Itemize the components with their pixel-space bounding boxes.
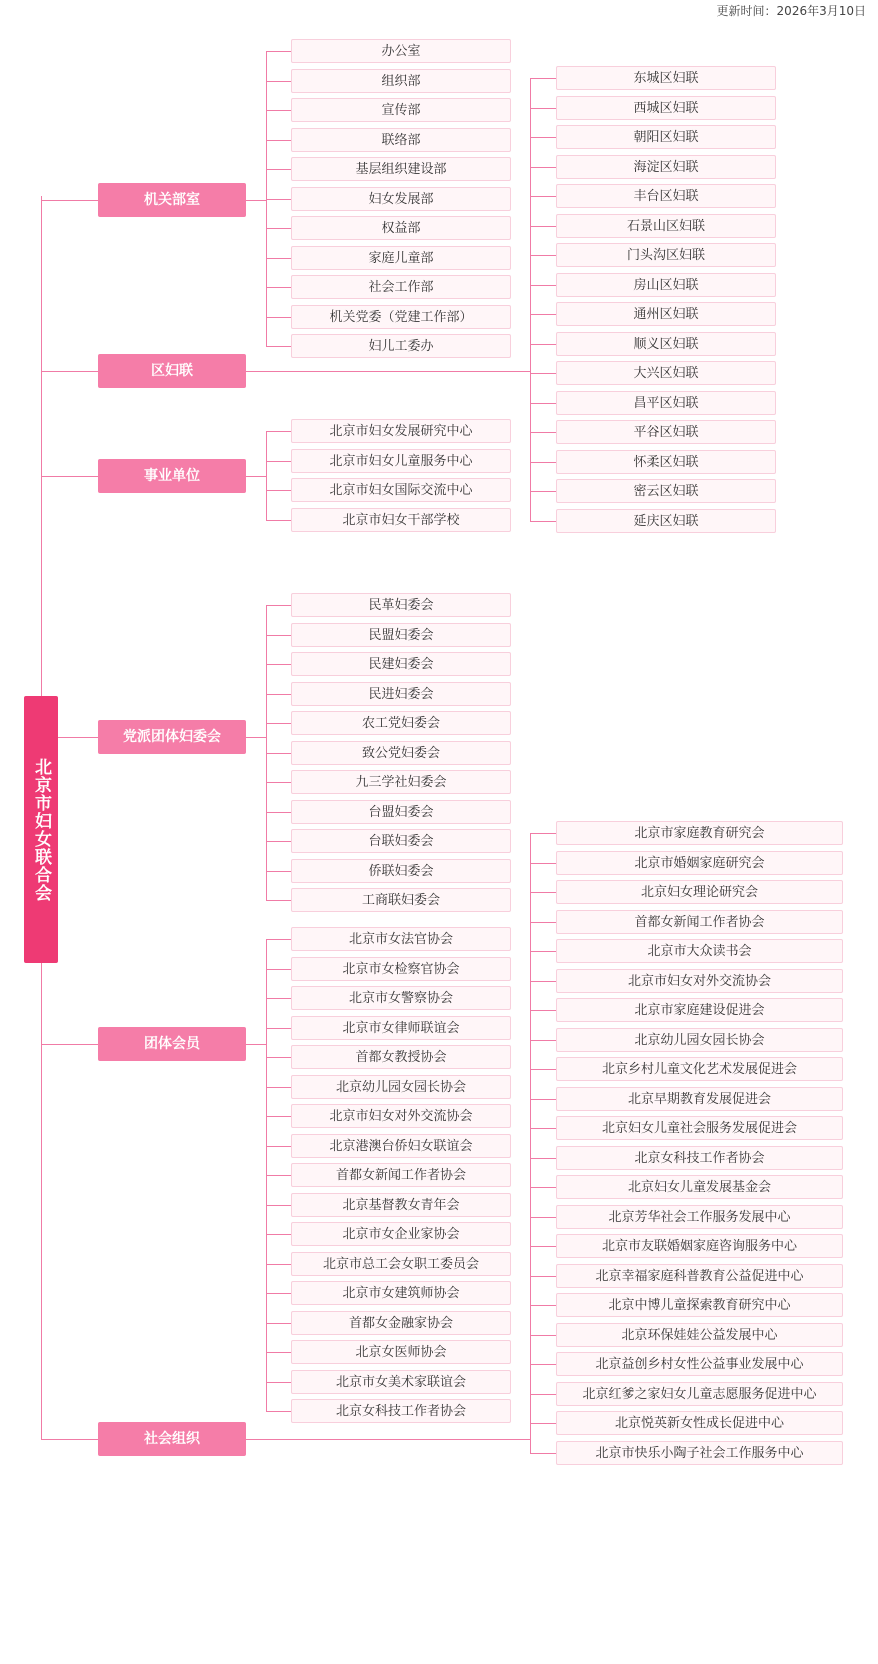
dangpai-item[interactable]: 工商联妇委会: [291, 888, 511, 912]
qufulian-item[interactable]: 房山区妇联: [556, 273, 776, 297]
qufulian-item[interactable]: 怀柔区妇联: [556, 450, 776, 474]
dangpai-item[interactable]: 台联妇委会: [291, 829, 511, 853]
tuanti-item[interactable]: 首都女教授协会: [291, 1045, 511, 1069]
jiguan-item[interactable]: 社会工作部: [291, 275, 511, 299]
qufulian-item[interactable]: 平谷区妇联: [556, 420, 776, 444]
category-shehui[interactable]: 社会组织: [98, 1422, 246, 1456]
shehui-item[interactable]: 北京市妇女对外交流协会: [556, 969, 843, 993]
dangpai-item[interactable]: 民革妇委会: [291, 593, 511, 617]
dangpai-item[interactable]: 九三学社妇委会: [291, 770, 511, 794]
shehui-item[interactable]: 北京红爹之家妇女儿童志愿服务促进中心: [556, 1382, 843, 1406]
jiguan-item[interactable]: 权益部: [291, 216, 511, 240]
shiye-item[interactable]: 北京市妇女发展研究中心: [291, 419, 511, 443]
shehui-item[interactable]: 北京中博儿童探索教育研究中心: [556, 1293, 843, 1317]
shehui-item[interactable]: 北京市友联婚姻家庭咨询服务中心: [556, 1234, 843, 1258]
dangpai-item[interactable]: 民盟妇委会: [291, 623, 511, 647]
jiguan-item[interactable]: 妇女发展部: [291, 187, 511, 211]
tuanti-item[interactable]: 首都女金融家协会: [291, 1311, 511, 1335]
qufulian-item[interactable]: 大兴区妇联: [556, 361, 776, 385]
category-qufulian[interactable]: 区妇联: [98, 354, 246, 388]
shiye-item[interactable]: 北京市妇女干部学校: [291, 508, 511, 532]
dangpai-item[interactable]: 农工党妇委会: [291, 711, 511, 735]
tuanti-item[interactable]: 北京市女建筑师协会: [291, 1281, 511, 1305]
tuanti-item[interactable]: 北京市女法官协会: [291, 927, 511, 951]
dangpai-item[interactable]: 侨联妇委会: [291, 859, 511, 883]
qufulian-item[interactable]: 东城区妇联: [556, 66, 776, 90]
jiguan-item[interactable]: 家庭儿童部: [291, 246, 511, 270]
shehui-item[interactable]: 北京市婚姻家庭研究会: [556, 851, 843, 875]
jiguan-item[interactable]: 办公室: [291, 39, 511, 63]
shiye-item[interactable]: 北京市妇女国际交流中心: [291, 478, 511, 502]
dangpai-item[interactable]: 民建妇委会: [291, 652, 511, 676]
jiguan-item[interactable]: 机关党委（党建工作部）: [291, 305, 511, 329]
qufulian-item[interactable]: 朝阳区妇联: [556, 125, 776, 149]
category-jiguan[interactable]: 机关部室: [98, 183, 246, 217]
shehui-item[interactable]: 北京环保娃娃公益发展中心: [556, 1323, 843, 1347]
jiguan-item[interactable]: 宣传部: [291, 98, 511, 122]
tuanti-item[interactable]: 北京港澳台侨妇女联谊会: [291, 1134, 511, 1158]
update-time: 更新时间：2026年3月10日: [716, 4, 866, 18]
tuanti-item[interactable]: 北京市女美术家联谊会: [291, 1370, 511, 1394]
shehui-item[interactable]: 北京芳华社会工作服务发展中心: [556, 1205, 843, 1229]
tuanti-item[interactable]: 北京市总工会女职工委员会: [291, 1252, 511, 1276]
tuanti-item[interactable]: 北京女科技工作者协会: [291, 1399, 511, 1423]
shehui-item[interactable]: 北京乡村儿童文化艺术发展促进会: [556, 1057, 843, 1081]
category-shiye[interactable]: 事业单位: [98, 459, 246, 493]
dangpai-item[interactable]: 民进妇委会: [291, 682, 511, 706]
qufulian-item[interactable]: 石景山区妇联: [556, 214, 776, 238]
tuanti-item[interactable]: 北京市妇女对外交流协会: [291, 1104, 511, 1128]
tuanti-item[interactable]: 北京市女检察官协会: [291, 957, 511, 981]
shehui-item[interactable]: 北京妇女儿童社会服务发展促进会: [556, 1116, 843, 1140]
shehui-item[interactable]: 北京女科技工作者协会: [556, 1146, 843, 1170]
shehui-item[interactable]: 北京市快乐小陶子社会工作服务中心: [556, 1441, 843, 1465]
jiguan-item[interactable]: 基层组织建设部: [291, 157, 511, 181]
shehui-item[interactable]: 北京益创乡村女性公益事业发展中心: [556, 1352, 843, 1376]
shehui-item[interactable]: 北京幸福家庭科普教育公益促进中心: [556, 1264, 843, 1288]
qufulian-item[interactable]: 延庆区妇联: [556, 509, 776, 533]
tuanti-item[interactable]: 北京基督教女青年会: [291, 1193, 511, 1217]
qufulian-item[interactable]: 海淀区妇联: [556, 155, 776, 179]
dangpai-item[interactable]: 台盟妇委会: [291, 800, 511, 824]
shehui-item[interactable]: 北京妇女儿童发展基金会: [556, 1175, 843, 1199]
jiguan-item[interactable]: 组织部: [291, 69, 511, 93]
tuanti-item[interactable]: 北京市女律师联谊会: [291, 1016, 511, 1040]
shehui-item[interactable]: 北京市家庭建设促进会: [556, 998, 843, 1022]
jiguan-item[interactable]: 妇儿工委办: [291, 334, 511, 358]
tuanti-item[interactable]: 北京市女企业家协会: [291, 1222, 511, 1246]
jiguan-item[interactable]: 联络部: [291, 128, 511, 152]
qufulian-item[interactable]: 顺义区妇联: [556, 332, 776, 356]
category-tuanti[interactable]: 团体会员: [98, 1027, 246, 1061]
tuanti-item[interactable]: 北京市女警察协会: [291, 986, 511, 1010]
qufulian-item[interactable]: 密云区妇联: [556, 479, 776, 503]
shehui-item[interactable]: 北京妇女理论研究会: [556, 880, 843, 904]
shehui-item[interactable]: 北京幼儿园女园长协会: [556, 1028, 843, 1052]
qufulian-item[interactable]: 通州区妇联: [556, 302, 776, 326]
shehui-item[interactable]: 北京市大众读书会: [556, 939, 843, 963]
shehui-item[interactable]: 北京悦英新女性成长促进中心: [556, 1411, 843, 1435]
shehui-item[interactable]: 北京早期教育发展促进会: [556, 1087, 843, 1111]
tuanti-item[interactable]: 首都女新闻工作者协会: [291, 1163, 511, 1187]
tuanti-item[interactable]: 北京女医师协会: [291, 1340, 511, 1364]
qufulian-item[interactable]: 西城区妇联: [556, 96, 776, 120]
qufulian-item[interactable]: 昌平区妇联: [556, 391, 776, 415]
tuanti-item[interactable]: 北京幼儿园女园长协会: [291, 1075, 511, 1099]
dangpai-item[interactable]: 致公党妇委会: [291, 741, 511, 765]
shehui-item[interactable]: 首都女新闻工作者协会: [556, 910, 843, 934]
shehui-item[interactable]: 北京市家庭教育研究会: [556, 821, 843, 845]
shiye-item[interactable]: 北京市妇女儿童服务中心: [291, 449, 511, 473]
root-node-beijing-womens-federation[interactable]: 北京市妇女联合会: [24, 696, 58, 963]
qufulian-item[interactable]: 丰台区妇联: [556, 184, 776, 208]
qufulian-item[interactable]: 门头沟区妇联: [556, 243, 776, 267]
category-dangpai[interactable]: 党派团体妇委会: [98, 720, 246, 754]
